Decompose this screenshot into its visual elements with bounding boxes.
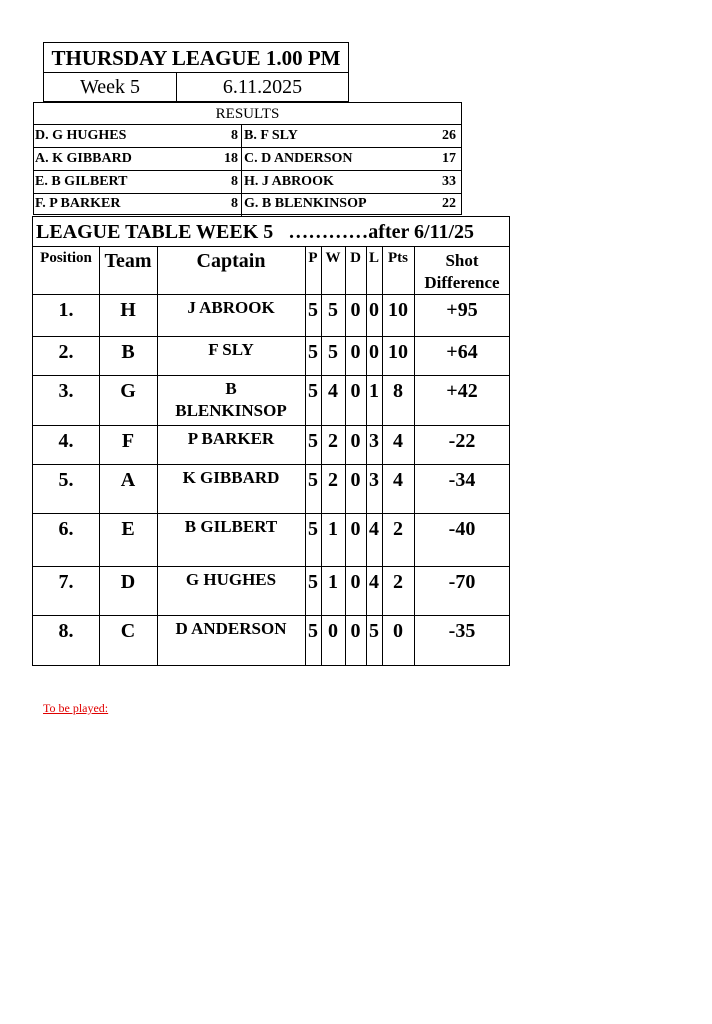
cell-won: 4 [328,380,338,402]
cell-shot-difference: +64 [446,341,478,363]
to-be-played-link[interactable]: To be played: [43,701,109,715]
cell-played: 5 [308,620,318,642]
result-left-score: 8 [231,174,238,189]
cell-points: 8 [393,380,403,402]
cell-position: 4. [58,430,74,452]
cell-shot-difference: -22 [448,430,476,452]
cell-won: 2 [328,430,338,452]
grid-line [33,375,509,376]
cell-lost: 4 [369,518,379,540]
grid-line [33,294,509,295]
col-header-position: Position [40,250,92,266]
cell-captain: K GIBBARD [182,468,280,487]
cell-drawn: 0 [350,518,361,540]
cell-drawn: 0 [350,299,361,321]
cell-played: 5 [308,571,318,593]
cell-drawn: 0 [350,341,361,363]
league-title: THURSDAY LEAGUE 1.00 PM [44,43,348,73]
cell-shot-difference: -35 [448,620,476,642]
cell-team: C [120,620,136,642]
cell-played: 5 [308,299,318,321]
captain-line2: BLENKINSOP [175,401,287,420]
cell-played: 5 [308,430,318,452]
cell-captain: P BARKER [187,429,275,448]
cell-team: E [121,518,135,540]
cell-captain: F SLY [208,340,254,359]
cell-points: 4 [393,430,403,452]
cell-team: G [120,380,136,402]
cell-team: H [120,299,136,321]
header-box [43,42,349,102]
shot-header-line1: Shot [445,251,479,270]
grid-line [33,464,509,465]
result-left-team: E. B GILBERT [35,174,128,189]
cell-points: 10 [388,341,408,363]
cell-played: 5 [308,518,318,540]
col-header-captain: Captain [196,250,266,272]
result-left-score: 18 [224,151,238,166]
cell-drawn: 0 [350,571,361,593]
cell-team: A [120,469,136,491]
col-header-points: Pts [388,250,408,266]
cell-position: 8. [58,620,74,642]
cell-team: B [121,341,135,363]
result-right-team: C. D ANDERSON [244,151,353,166]
cell-position: 5. [58,469,74,491]
cell-position: 1. [58,299,74,321]
result-right-score: 22 [442,196,456,211]
cell-played: 5 [308,380,318,402]
results-box [33,102,462,215]
cell-won: 5 [328,341,338,363]
result-row [34,125,461,148]
cell-drawn: 0 [350,469,361,491]
cell-position: 2. [58,341,74,363]
cell-points: 4 [393,469,403,491]
cell-played: 5 [308,469,318,491]
cell-shot-difference: +42 [446,380,478,402]
cell-shot-difference: -40 [448,518,476,540]
captain-line1: B [225,379,237,398]
cell-drawn: 0 [350,380,361,402]
grid-line [33,336,509,337]
cell-shot-difference: +95 [446,299,478,321]
cell-won: 1 [328,571,338,593]
result-left-team: A. K GIBBARD [35,151,132,166]
result-right-score: 33 [442,174,456,189]
cell-points: 0 [393,620,403,642]
cell-lost: 1 [369,380,379,402]
cell-position: 6. [58,518,74,540]
result-left-score: 8 [231,128,238,143]
league-table-title: LEAGUE TABLE WEEK 5 …………after 6/11/25 [33,217,509,247]
cell-points: 2 [393,571,403,593]
cell-captain: G HUGHES [185,570,277,589]
cell-played: 5 [308,341,318,363]
cell-won: 1 [328,518,338,540]
cell-points: 2 [393,518,403,540]
cell-lost: 0 [369,299,379,321]
col-header-team: Team [104,250,152,272]
cell-shot-difference: -70 [448,571,476,593]
cell-won: 5 [328,299,338,321]
cell-lost: 3 [369,430,379,452]
cell-points: 10 [388,299,408,321]
result-divider [241,193,242,216]
cell-team: F [121,430,135,452]
cell-captain: D ANDERSON [175,619,287,638]
results-heading: RESULTS [34,103,461,125]
cell-position: 3. [58,380,74,402]
league-table [32,216,510,666]
result-divider [241,171,242,193]
grid-line [33,566,509,567]
cell-lost: 5 [369,620,379,642]
week-label: Week 5 [44,73,177,102]
result-right-score: 17 [442,151,456,166]
cell-drawn: 0 [350,620,361,642]
col-header-won: W [325,250,341,266]
result-right-score: 26 [442,128,456,143]
col-header-lost: L [368,250,379,266]
cell-drawn: 0 [350,430,361,452]
cell-captain: J ABROOK [187,298,275,317]
col-header-played: P [308,250,318,266]
cell-lost: 0 [369,341,379,363]
cell-won: 0 [328,620,338,642]
result-left-score: 8 [231,196,238,211]
col-header-drawn: D [350,250,361,266]
cell-captain [157,378,305,422]
result-right-team: H. J ABROOK [244,174,334,189]
cell-lost: 4 [369,571,379,593]
grid-line [33,513,509,514]
cell-team: D [120,571,136,593]
cell-lost: 3 [369,469,379,491]
grid-line [33,425,509,426]
shot-header-line2: Difference [424,273,500,292]
cell-won: 2 [328,469,338,491]
result-right-team: B. F SLY [244,128,298,143]
result-row [34,193,461,216]
cell-captain: B GILBERT [184,517,278,536]
date-label: 6.11.2025 [222,76,303,98]
cell-shot-difference: -34 [448,469,476,491]
col-header-shot-difference [414,250,510,294]
result-right-team: G. B BLENKINSOP [244,196,367,211]
result-divider [241,148,242,170]
result-row [34,171,461,194]
result-left-team: D. G HUGHES [35,128,127,143]
result-left-team: F. P BARKER [35,196,121,211]
cell-position: 7. [58,571,74,593]
result-row [34,148,461,171]
grid-line [33,615,509,616]
result-divider [241,125,242,147]
